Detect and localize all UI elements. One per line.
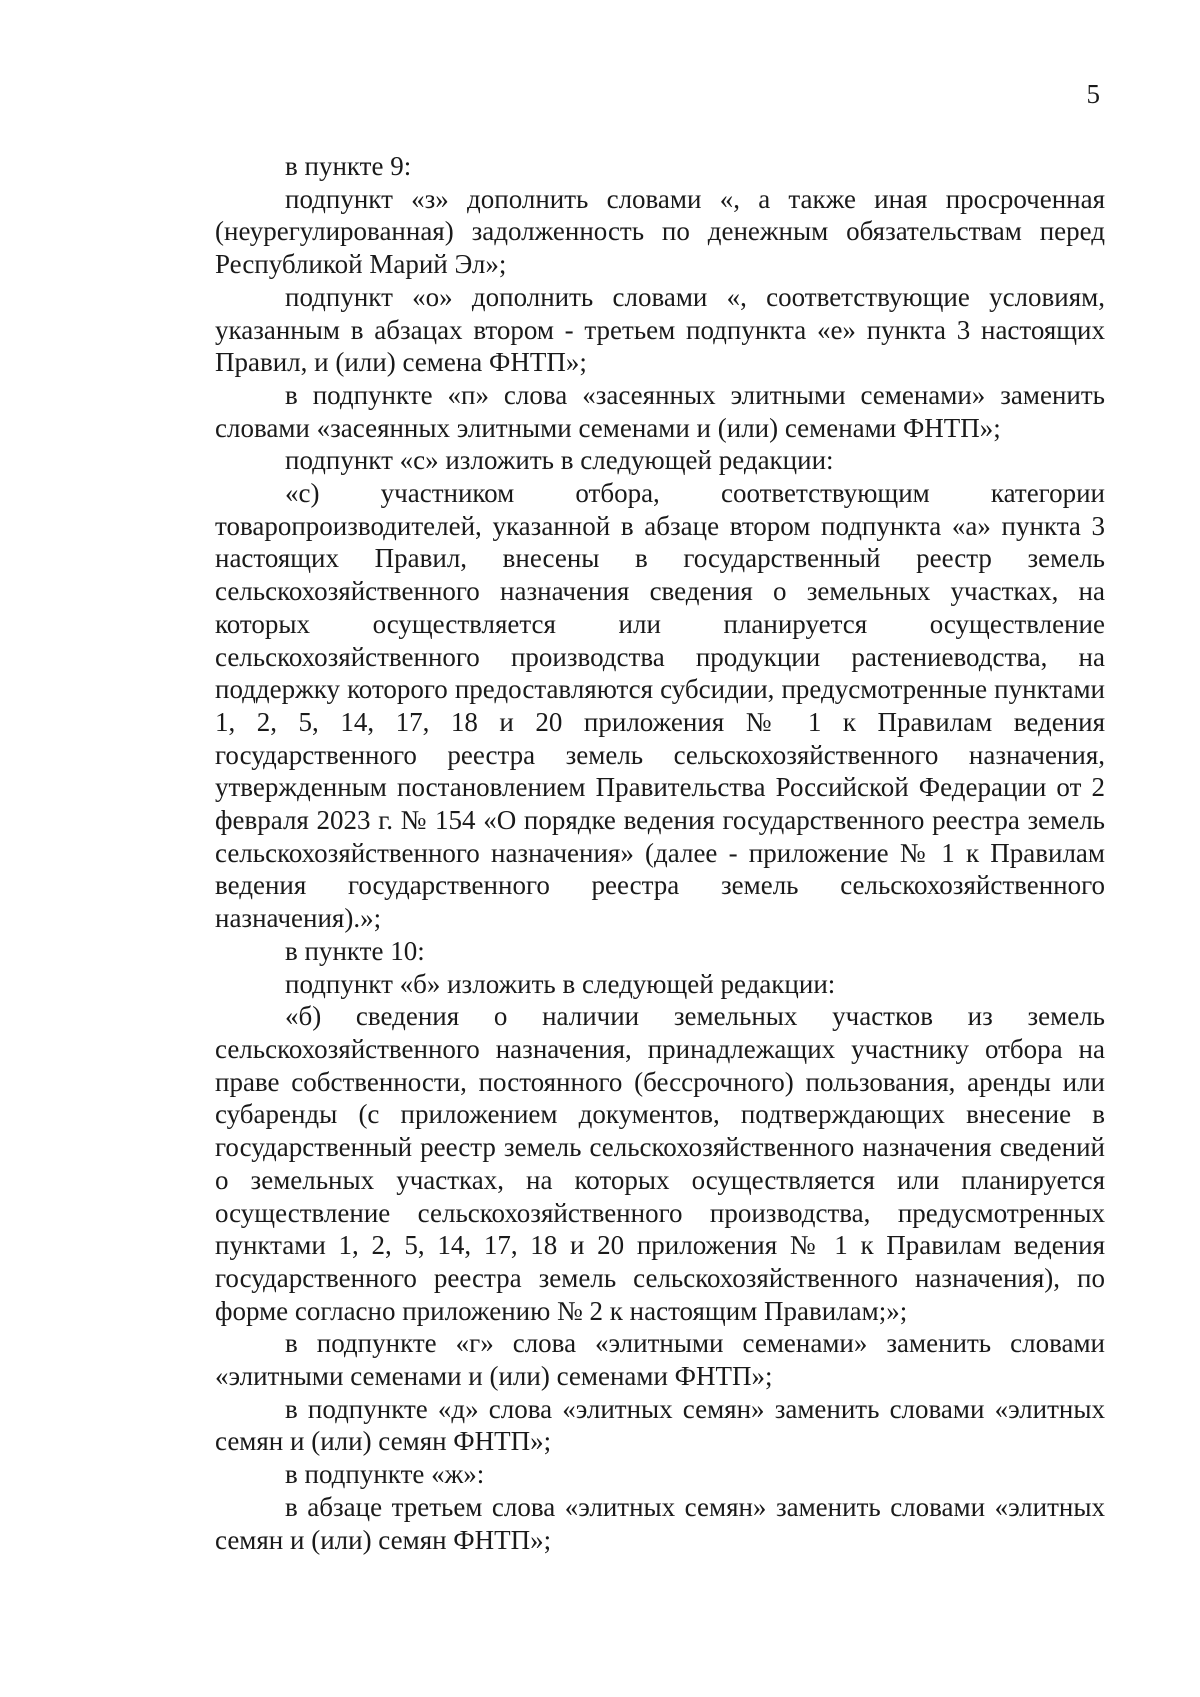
paragraph-1: в пункте 9: bbox=[285, 151, 412, 181]
paragraph-4: в подпункте «п» слова «засеянных элитными семенами» заменить словами «засеянных элитными семенами и (или) семенами ФНТП»; bbox=[215, 379, 1105, 443]
paragraph-10: в подпункте «г» слова «элитными семенами» заменить словами «элитными семенами и (или) семенами ФНТП»; bbox=[215, 1328, 1105, 1392]
paragraph-6: «с) участником отбора, соответствующим категории товаропроизводителей, указанной в абзаце втором подпункта «а» пункта 3 настоящих Правил, внесены в государственный реестр земель сельскохозяйственного назначения сведения о земельных участках, на которых осуществляется или планируется осуществление сельскохозяйственного производства продукции растениеводства, на поддержку которого предоставляются субсидии, предусмотренные пунктами 1, 2, 5, 14, 17, 18 и 20 приложения № 1 к Правилам ведения государственного реестра земель сельскохозяйственного назначения, утвержденным постановлением Правительства Российской Федерации от 2 февраля 2023 г. № 154 «О порядке ведения государственного реестра земель сельскохозяйственного назначения» (далее - приложение № 1 к Правилам ведения государственного реестра земель сельскохозяйственного назначения).»; bbox=[215, 478, 1105, 934]
paragraph-11: в подпункте «д» слова «элитных семян» заменить словами «элитных семян и (или) семян ФНТП»; bbox=[215, 1393, 1105, 1457]
document-body bbox=[215, 150, 1105, 1556]
page-number: 5 bbox=[1086, 79, 1100, 109]
paragraph-5: подпункт «с» изложить в следующей редакции: bbox=[285, 445, 834, 476]
paragraph-7: в пункте 10: bbox=[285, 935, 425, 966]
paragraph-8: подпункт «б» изложить в следующей редакции: bbox=[285, 968, 836, 999]
paragraph-2: подпункт «з» дополнить словами «, а также иная просроченная (неурегулированная) задолженность по денежным обязательствам перед Республикой Марий Эл»; bbox=[215, 183, 1105, 280]
paragraph-3: подпункт «о» дополнить словами «, соответствующие условиям, указанным в абзацах втором - третьем подпункта «е» пункта 3 настоящих Правил, и (или) семена ФНТП»; bbox=[215, 281, 1105, 378]
paragraph-12: в подпункте «ж»: bbox=[285, 1459, 485, 1490]
paragraph-9: «б) сведения о наличии земельных участков из земель сельскохозяйственного назначения, принадлежащих участнику отбора на праве собственности, постоянного (бессрочного) пользования, аренды или субаренды (с приложением документов, подтверждающих внесение в государственный реестр земель сельскохозяйственного назначения сведений о земельных участках, на которых осуществляется или планируется осуществление сельскохозяйственного производства, предусмотренных пунктами 1, 2, 5, 14, 17, 18 и 20 приложения № 1 к Правилам ведения государственного реестра земель сельскохозяйственного назначения), по форме согласно приложению № 2 к настоящим Правилам;»; bbox=[215, 1001, 1105, 1326]
paragraph-13: в абзаце третьем слова «элитных семян» заменить словами «элитных семян и (или) семян ФНТП»; bbox=[215, 1491, 1105, 1555]
